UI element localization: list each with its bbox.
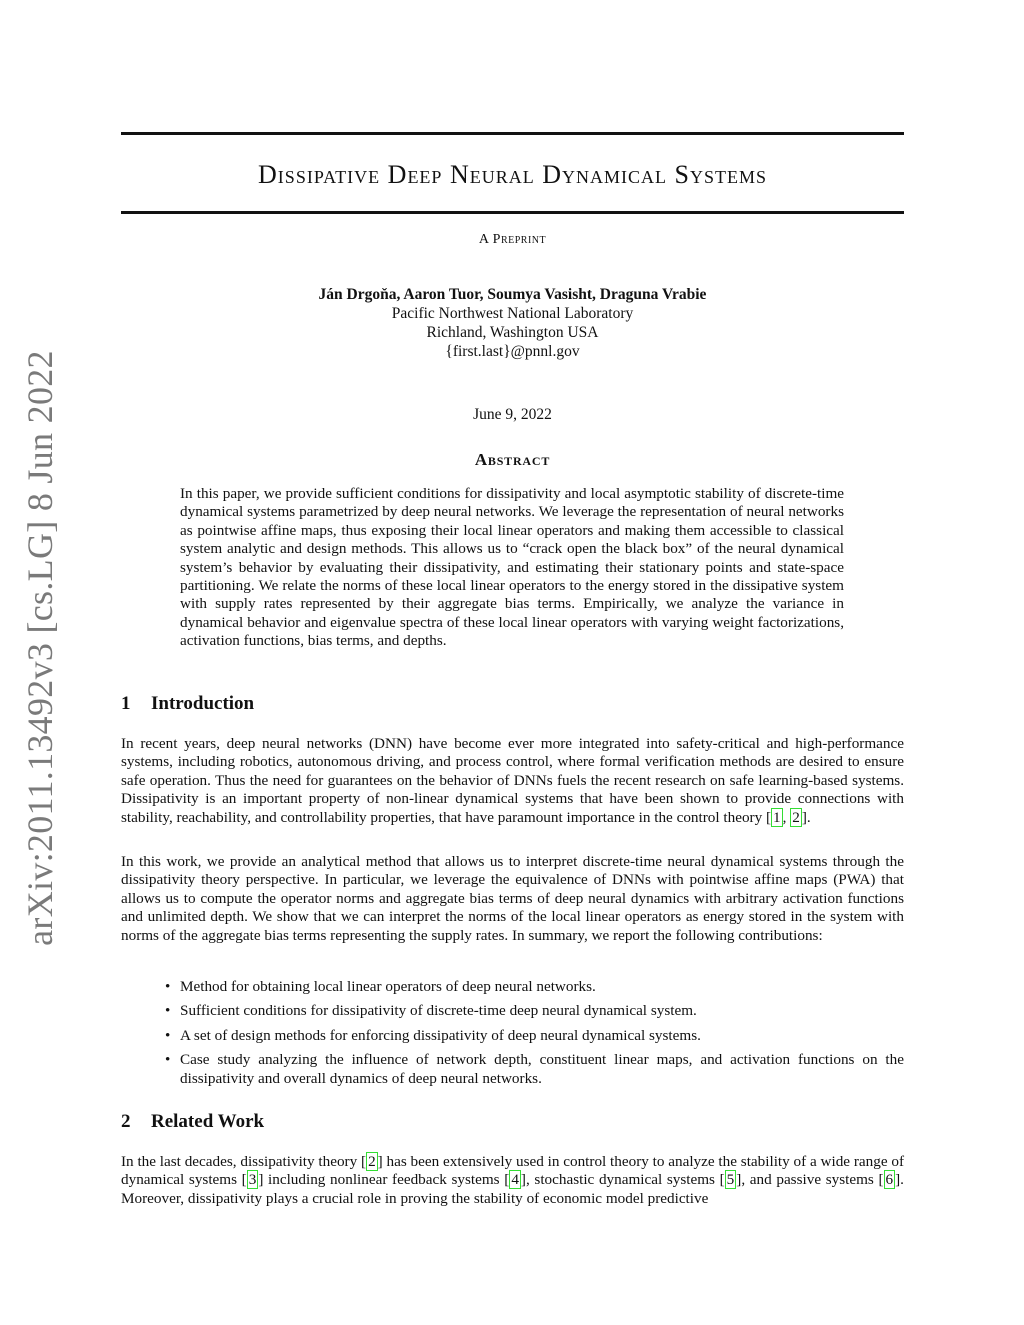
citation-link[interactable]: 6 bbox=[885, 1171, 894, 1189]
related-work-paragraph-1 bbox=[121, 1153, 904, 1208]
citation-separator: , bbox=[782, 808, 791, 826]
paragraph-text: ] including nonlinear feedback systems [ bbox=[258, 1171, 510, 1189]
section-title: Introduction bbox=[151, 693, 255, 714]
citation-link[interactable]: 2 bbox=[368, 1153, 376, 1170]
list-item bbox=[160, 1051, 904, 1088]
preprint-label: A Preprint bbox=[478, 232, 547, 247]
abstract-heading: Abstract bbox=[474, 450, 551, 469]
section-heading-introduction bbox=[121, 693, 254, 715]
section-number: 1 bbox=[121, 693, 131, 714]
paragraph-text: ], and passive systems [ bbox=[736, 1171, 884, 1189]
paragraph-text: ], stochastic dynamical systems [ bbox=[520, 1171, 725, 1189]
citation-link[interactable]: 4 bbox=[511, 1171, 519, 1189]
paper-title: Dissipative Deep Neural Dynamical Systems bbox=[258, 160, 767, 189]
list-item-text: Sufficient conditions for dissipativity of discrete-time deep neural dynamical system. bbox=[180, 1002, 697, 1020]
list-item-text: A set of design methods for enforcing dissipativity of deep neural dynamical systems. bbox=[180, 1026, 701, 1044]
abstract-text: In this paper, we provide sufficient conditions for dissipativity and local asymptotic stability of discrete-time dynamical systems parametrized by deep neural networks. We leverage the representation of neural networks as pointwise affine maps, thus exposing their local linear operators and making them accessible to classical system analytic and design methods. This allows us to “crack open the black box” of the neural dynamical system’s behavior by evaluating their dissipativity, and estimating their stationary points and state-space partitioning. We relate the norms of these local linear operators to the energy stored in the dissipative system with supply rates represented by their aggregate bias terms. Empirically, we analyze the variance in dynamical behavior and eigenvalue spectra of these local linear operators with varying weight factorizations, activation functions, bias terms, and depths. bbox=[180, 485, 844, 650]
author-affiliation: Pacific Northwest National Laboratory bbox=[391, 305, 634, 322]
contributions-list bbox=[160, 978, 904, 1094]
paragraph-text: In the last decades, dissipativity theory [ bbox=[121, 1153, 367, 1170]
title-bottom-rule bbox=[121, 211, 904, 214]
bullet-icon: • bbox=[165, 978, 171, 995]
citation-link[interactable]: 2 bbox=[792, 808, 800, 826]
citation-link[interactable]: 1 bbox=[773, 808, 781, 826]
list-item bbox=[160, 978, 904, 996]
arxiv-identifier-stamp: arXiv:2011.13492v3 [cs.LG] 8 Jun 2022 bbox=[20, 350, 60, 946]
citation-link[interactable]: 3 bbox=[248, 1171, 257, 1189]
list-item bbox=[160, 1002, 904, 1020]
paragraph-text: ]. bbox=[801, 808, 811, 826]
bullet-icon: • bbox=[165, 1002, 171, 1020]
bullet-icon: • bbox=[165, 1051, 171, 1069]
introduction-paragraph-2: In this work, we provide an analytical method that allows us to interpret discrete-time neural dynamical systems through the dissipativity theory perspective. In particular, we leverage the equivalence of DNNs with pointwise affine maps (PWA) that allows us to compute the operator norms and aggregate bias terms of deep neural dynamics with arbitrary activation functions and unlimited depth. We show that we can interpret the norms of the local linear operators as energy stored in the system with norms of the aggregate bias terms representing the supply rates. In summary, we report the following contributions: bbox=[121, 853, 904, 944]
title-top-rule bbox=[121, 132, 904, 135]
section-number: 2 bbox=[121, 1111, 131, 1132]
paragraph-text: ]. Moreover, dissipativity plays a crucial role in proving the stability of economic model predictive bbox=[121, 1171, 904, 1207]
paper-date: June 9, 2022 bbox=[473, 406, 552, 423]
author-email: {first.last}@pnnl.gov bbox=[445, 343, 580, 360]
citation-link[interactable]: 5 bbox=[726, 1171, 735, 1189]
introduction-paragraph-1 bbox=[121, 735, 904, 827]
list-item-text: Case study analyzing the influence of network depth, constituent linear maps, and activation functions on the dissipativity and overall dynamics of deep neural networks. bbox=[180, 1051, 904, 1087]
list-item bbox=[160, 1027, 904, 1045]
bullet-icon: • bbox=[165, 1026, 171, 1044]
list-item-text: Method for obtaining local linear operators of deep neural networks. bbox=[180, 978, 596, 995]
author-names: Ján Drgoňa, Aaron Tuor, Soumya Vasisht, Draguna Vrabie bbox=[318, 286, 707, 303]
paragraph-text: ] has been extensively used in control theory to analyze the stability of a wide range of dynamical systems [ bbox=[121, 1153, 905, 1189]
author-location: Richland, Washington USA bbox=[426, 324, 599, 341]
section-heading-related-work bbox=[121, 1111, 264, 1133]
paragraph-text: In recent years, deep neural networks (DNN) have become ever more integrated into safety-critical and high-performance systems, including robotics, autonomous driving, and process control, where formal verification methods are desired to ensure safe operation. Thus the need for guarantees on the behavior of DNNs fuels the recent research on safe learning-based systems. Dissipativity is an important property of non-linear dynamical systems that have been shown to provide connections with stability, reachability, and controllability properties, that have paramount importance in the control theory [ bbox=[121, 735, 904, 826]
section-title: Related Work bbox=[151, 1111, 265, 1132]
author-block bbox=[121, 285, 904, 361]
